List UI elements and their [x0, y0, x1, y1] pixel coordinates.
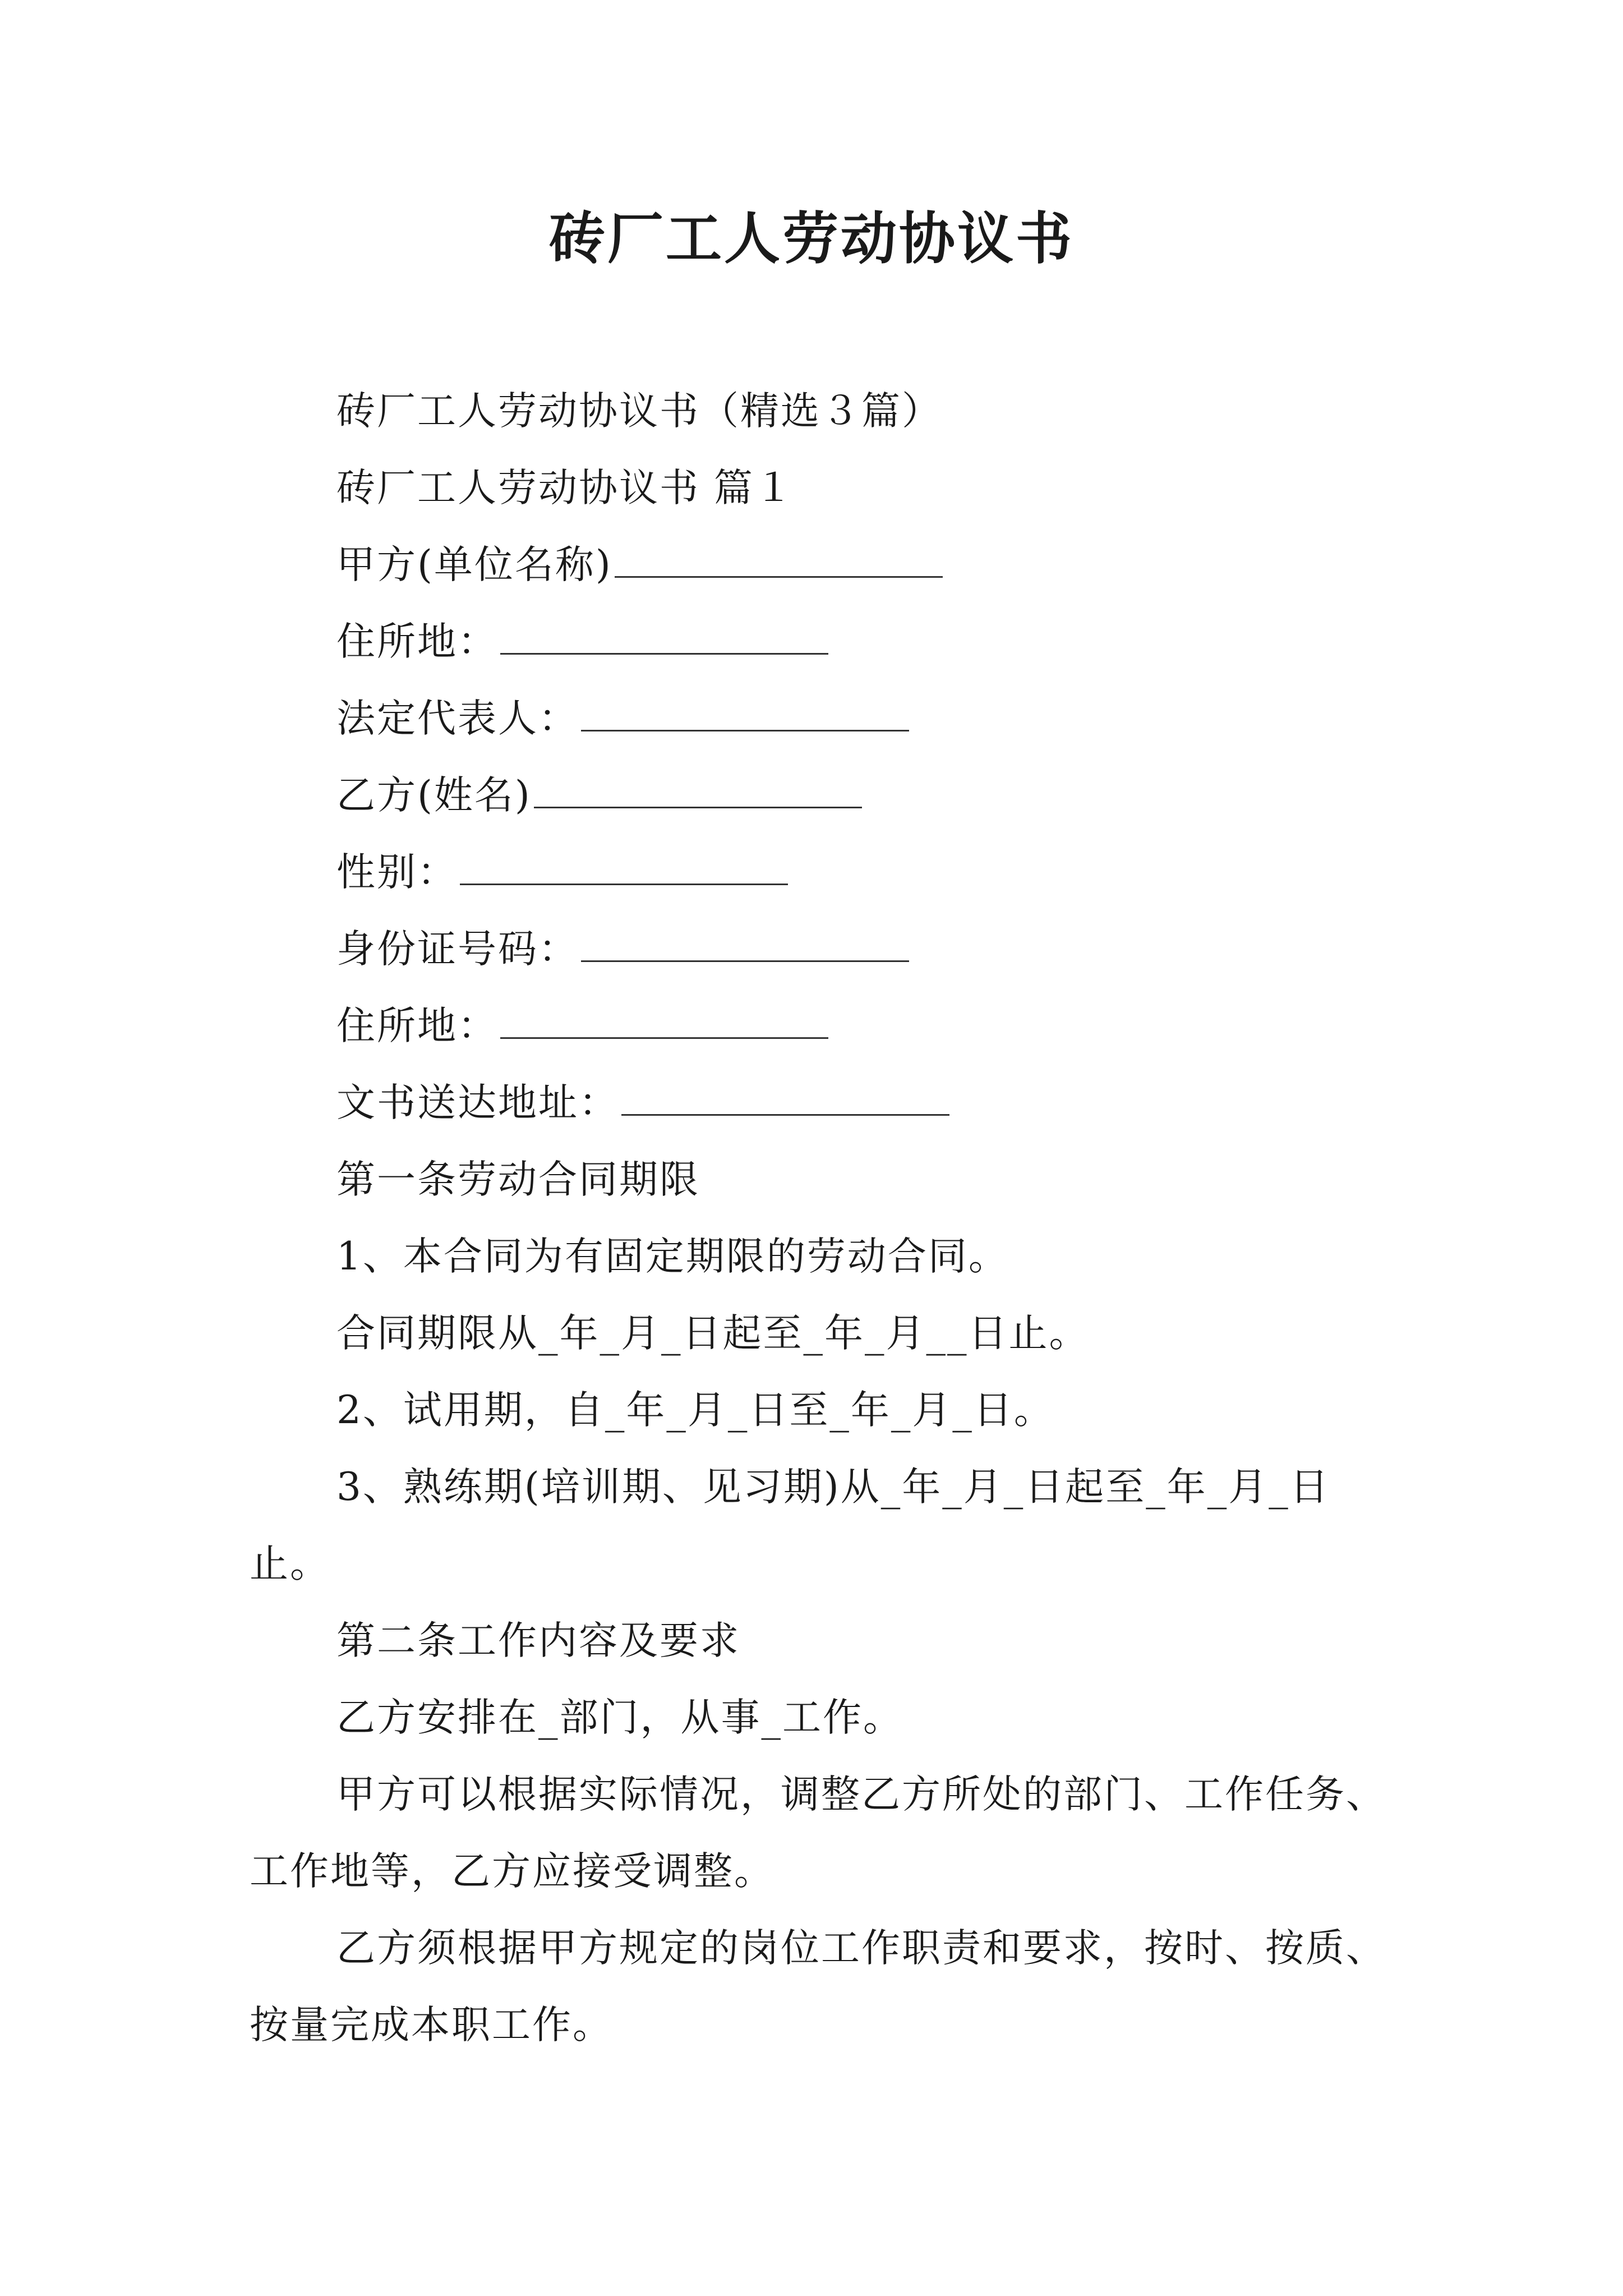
- article-1-clause-3: 3、熟练期(培训期、见习期)从_年_月_日起至_年_月_日止。: [250, 1465, 1330, 1586]
- party-b-name-blank: [534, 770, 862, 808]
- id-number-blank: [581, 923, 909, 962]
- document-title: 砖厂工人劳动协议书: [549, 205, 1074, 272]
- article-2-heading: 第二条工作内容及要求: [336, 1618, 740, 1663]
- party-b-name-label: 乙方(姓名): [336, 773, 532, 818]
- legal-representative-row: [250, 680, 1388, 757]
- party-a-name-row: [250, 527, 1388, 604]
- party-b-name-row: [250, 757, 1388, 834]
- article-1-contract-period: 合同期限从_年_月_日起至_年_月__日止。: [336, 1311, 1090, 1356]
- article-2-adjustment: 甲方可以根据实际情况，调整乙方所处的部门、工作任务、工作地等，乙方应接受调整。: [250, 1772, 1386, 1894]
- party-b-address-blank: [500, 1000, 828, 1039]
- service-address-blank: [621, 1077, 949, 1116]
- gender-row: [250, 834, 1388, 911]
- section-heading-part-1: 砖厂工人劳动协议书 篇１: [336, 466, 795, 510]
- party-a-address-row: [250, 604, 1388, 680]
- article-2-duties: 乙方须根据甲方规定的岗位工作职责和要求，按时、按质、按量完成本职工作。: [250, 1926, 1386, 2047]
- gender-blank: [460, 846, 788, 885]
- id-number-label: 身份证号码：: [336, 927, 579, 972]
- party-b-address-row: [250, 988, 1388, 1065]
- id-number-row: [250, 911, 1388, 988]
- party-a-name-blank: [615, 539, 943, 578]
- party-a-name-label: 甲方(单位名称): [336, 542, 612, 587]
- legal-representative-blank: [581, 693, 909, 731]
- article-1-clause-2: 2、试用期，自_年_月_日至_年_月_日。: [336, 1388, 1054, 1433]
- article-1-clause-1: 1、本合同为有固定期限的劳动合同。: [336, 1234, 1009, 1279]
- subtitle-line: 砖厂工人劳动协议书（精选３篇）: [336, 389, 942, 434]
- party-b-address-label: 住所地：: [336, 1004, 498, 1048]
- document-body: [250, 373, 1388, 2064]
- party-a-address-blank: [500, 616, 828, 655]
- gender-label: 性别：: [336, 850, 458, 895]
- legal-representative-label: 法定代表人：: [336, 696, 579, 741]
- service-address-row: [250, 1065, 1388, 1142]
- party-a-address-label: 住所地：: [336, 619, 498, 664]
- article-2-assignment: 乙方安排在_部门，从事_工作。: [336, 1695, 903, 1740]
- article-1-heading: 第一条劳动合同期限: [336, 1157, 700, 1202]
- service-address-label: 文书送达地址：: [336, 1080, 619, 1125]
